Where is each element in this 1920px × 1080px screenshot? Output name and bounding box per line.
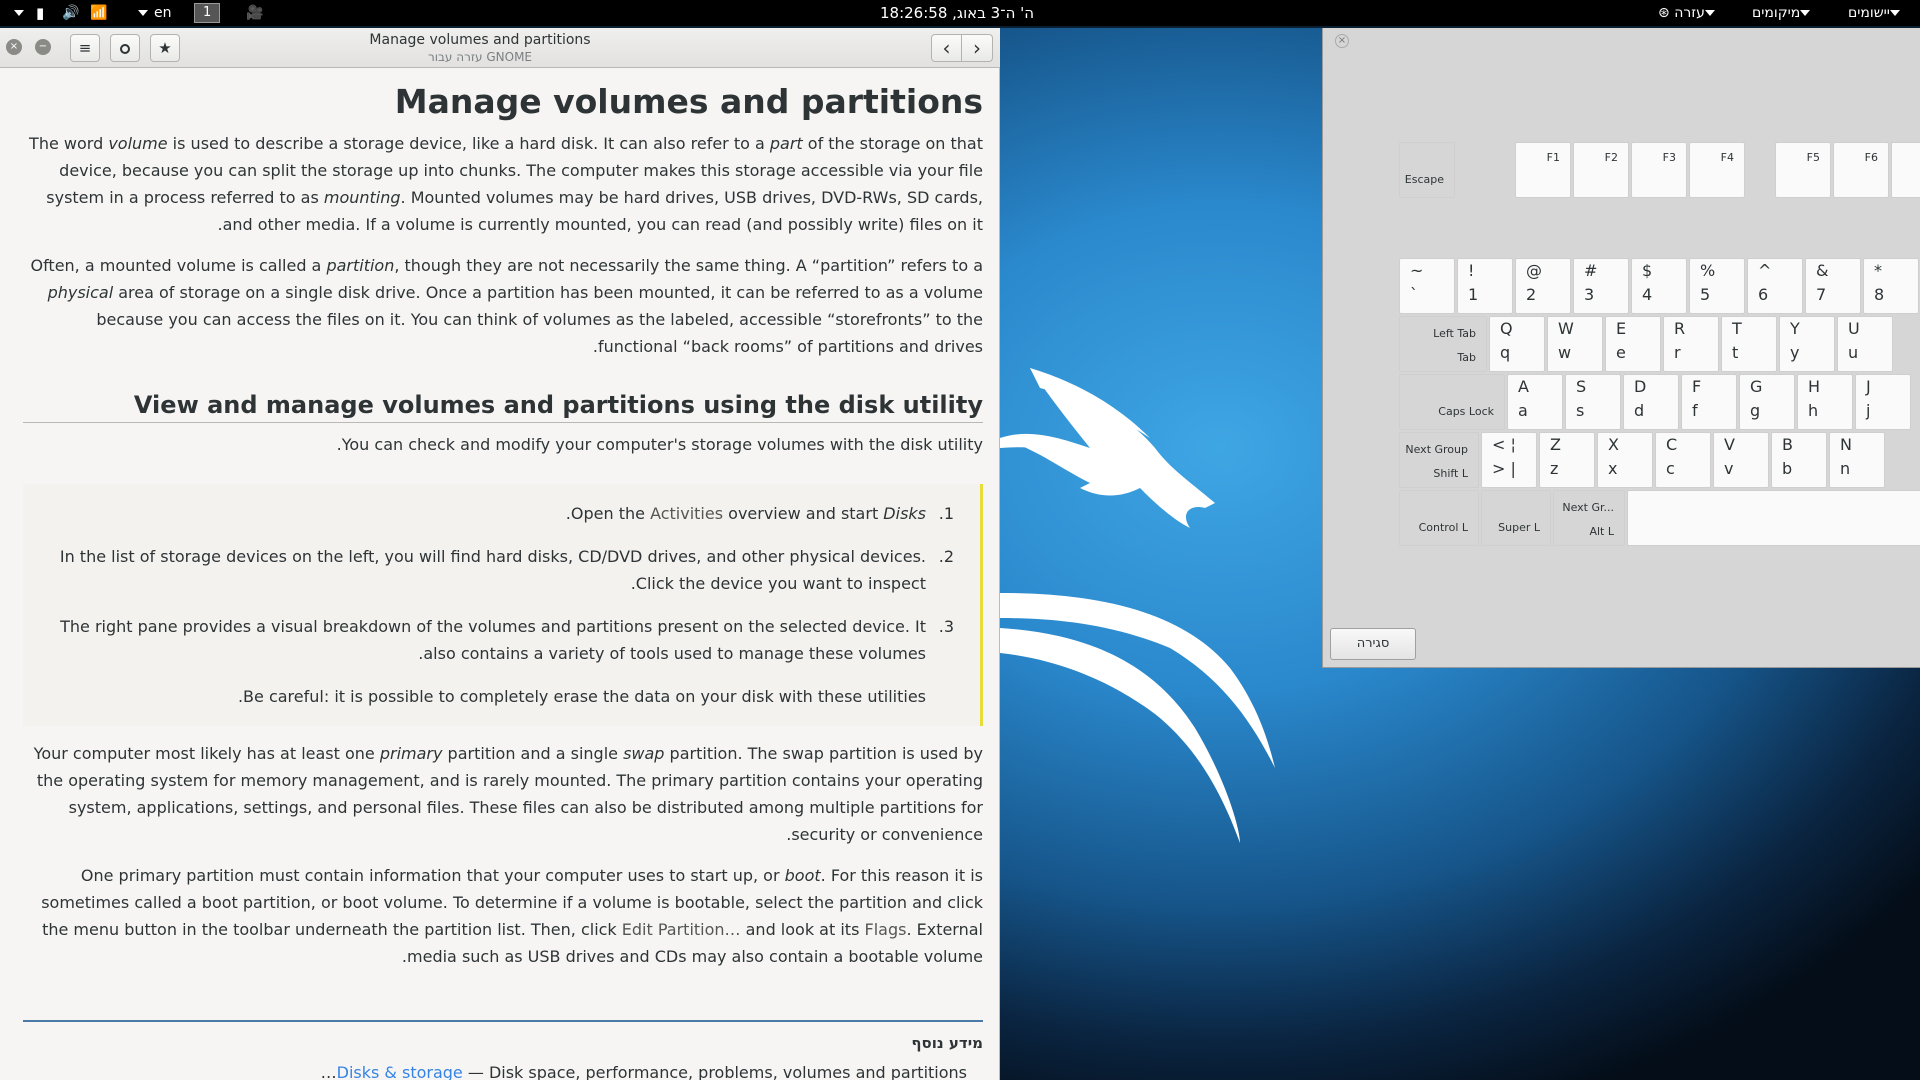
navigation-buttons (931, 34, 993, 62)
help-menu[interactable]: עזרה ⊛ (1658, 0, 1721, 26)
volume-icon[interactable]: 🔊 (62, 5, 80, 21)
help-window (0, 28, 1000, 1080)
keyboard-key[interactable]: U u (1837, 316, 1893, 372)
keyboard-key[interactable]: R r (1663, 316, 1719, 372)
keyboard-key[interactable]: Q q (1489, 316, 1545, 372)
key-f5[interactable]: F5 (1775, 142, 1831, 198)
screen-recorder-icon[interactable]: 🎥 (246, 5, 264, 21)
list-item: 3. The right pane provides a visual breakdown of the volumes and partitions present on the selected device. It also contains a variety of tools used to manage these volumes. (60, 617, 954, 663)
more-information (23, 1020, 983, 1080)
keyboard-key[interactable]: & 7 (1805, 258, 1861, 314)
keyboard-key[interactable]: Z z (1539, 432, 1595, 488)
keyboard-key[interactable]: G g (1739, 374, 1795, 430)
key-f3[interactable]: F3 (1631, 142, 1687, 198)
key-f2[interactable]: F2 (1573, 142, 1629, 198)
keyboard-key[interactable]: N n (1829, 432, 1885, 488)
chevron-down-icon (1800, 10, 1810, 16)
workspace-indicator[interactable]: 1 (194, 3, 220, 23)
list-item: 2. In the list of storage devices on the left, you will find hard disks, CD/DVD drives, and other physical devices. Click the device you want to inspect. (59, 547, 954, 593)
page-title: Manage volumes and partitions (394, 82, 983, 121)
keyboard-key[interactable]: ! 1 (1457, 258, 1513, 314)
window-subtitle: עזרה עבור GNOME (427, 50, 533, 64)
keyboard-key[interactable]: E e (1605, 316, 1661, 372)
keyboard-key[interactable]: * 8 (1863, 258, 1919, 314)
keyboard-key[interactable]: F f (1681, 374, 1737, 430)
keyboard-key[interactable]: @ 2 (1515, 258, 1571, 314)
window-title: Manage volumes and partitions (369, 32, 591, 48)
keyboard-key[interactable]: W w (1547, 316, 1603, 372)
list-item: 1. Open the Activities overview and start Disks. (565, 504, 954, 523)
keyboard-key[interactable]: D d (1623, 374, 1679, 430)
keyboard-key[interactable]: T t (1721, 316, 1777, 372)
disks-storage-link[interactable]: Disks & storage (336, 1063, 463, 1080)
key-alt-left[interactable]: Next Gr... Alt L (1553, 490, 1625, 546)
key-f1[interactable]: F1 (1515, 142, 1571, 198)
steps-list (23, 484, 983, 726)
close-icon[interactable]: × (1335, 34, 1349, 48)
forward-button[interactable]: › (973, 36, 981, 60)
keyboard-key[interactable]: < ¦ > | (1481, 432, 1537, 488)
activities-link[interactable]: Activities (650, 504, 724, 523)
search-button[interactable] (110, 34, 140, 62)
chevron-down-icon (1890, 10, 1900, 16)
close-icon[interactable]: × (6, 39, 22, 55)
keyboard-key[interactable]: B b (1771, 432, 1827, 488)
battery-icon[interactable]: ▮ (36, 4, 45, 22)
keyboard-key[interactable]: $ 4 (1631, 258, 1687, 314)
minimize-icon[interactable]: − (35, 39, 51, 55)
back-button[interactable]: ‹ (932, 35, 962, 61)
help-headerbar (0, 28, 1000, 68)
keyboard-key[interactable]: ~ ` (1399, 258, 1455, 314)
menu-button[interactable]: ≡ (70, 34, 100, 62)
paragraph-primary-swap: Your computer most likely has at least one primary partition and a single swap partition. The swap partition is used by the operating system for memory management, and is rarely mounted. The primary partition contains your operating system, applications, settings, and personal files. These files can also be distributed among multiple partitions for security or convenience. (33, 744, 983, 844)
section-title: View and manage volumes and partitions using the disk utility (23, 390, 983, 423)
paragraph-volume: The word volume is used to describe a storage device, like a hard disk. It can also refer to a part of the storage on that device, because you can split the storage up into chunks. The computer makes this storage accessible via your file system in a process referred to as mounting. Mounted volumes may be hard drives, USB drives, DVD-RWs, SD cards, and other media. If a volume is currently mounted, you can read (and possibly write) files on it. (29, 134, 983, 234)
key-caps-lock[interactable]: Caps Lock (1399, 374, 1505, 430)
top-panel (0, 0, 1920, 26)
keyboard-key[interactable]: J j (1855, 374, 1911, 430)
keyboard-key[interactable]: Y y (1779, 316, 1835, 372)
keyboard-key[interactable]: % 5 (1689, 258, 1745, 314)
search-icon (120, 44, 130, 54)
flags-link[interactable]: Flags (864, 920, 907, 939)
places-menu[interactable]: מיקומים (1752, 0, 1816, 26)
chevron-down-icon (1705, 10, 1715, 16)
chevron-down-icon (14, 10, 24, 16)
accessibility-icon: ⊛ (1658, 5, 1670, 21)
key-control-left[interactable]: Control L (1399, 490, 1479, 546)
keyboard-key[interactable]: # 3 (1573, 258, 1629, 314)
warning-note: Be careful: it is possible to completely erase the data on your disk with these utilities. (237, 687, 926, 706)
keyboard-layout-indicator[interactable]: en (138, 0, 172, 26)
key-f4[interactable]: F4 (1689, 142, 1745, 198)
bookmark-button[interactable]: ★ (150, 34, 180, 62)
clock[interactable]: ה' ה־3 באוג, 18:26:58 (880, 4, 1035, 22)
chevron-down-icon (138, 10, 148, 16)
help-content (0, 68, 1000, 1080)
edit-partition-link[interactable]: Edit Partition… (621, 920, 741, 939)
key-f6[interactable]: F6 (1833, 142, 1889, 198)
keyboard-key[interactable]: A a (1507, 374, 1563, 430)
key-f7[interactable] (1891, 142, 1920, 198)
close-button[interactable]: סגירה (1330, 628, 1416, 660)
key-space[interactable] (1627, 490, 1920, 546)
key-escape[interactable]: Escape (1399, 142, 1455, 198)
paragraph-partition: Often, a mounted volume is called a partition, though they are not necessarily the same thing. A “partition” refers to a physical area of storage on a single disk drive. Once a partition has been mounted, it can be referred to as a volume because you can access the files on it. You can think of volumes as the labeled, accessible “storefronts” to the functional “back rooms” of partitions and drives. (30, 256, 983, 356)
key-super-left[interactable]: Super L (1481, 490, 1551, 546)
key-tab[interactable]: Left Tab Tab (1399, 316, 1487, 372)
more-information-item: Disks & storage — Disk space, performance, problems, volumes and partitions… (320, 1063, 967, 1080)
applications-menu[interactable]: יישומים (1848, 0, 1906, 26)
on-screen-keyboard-window (1322, 28, 1920, 668)
key-shift-left[interactable]: Next Group Shift L (1399, 432, 1479, 488)
keyboard-key[interactable]: H h (1797, 374, 1853, 430)
keyboard-key[interactable]: V v (1713, 432, 1769, 488)
system-menu[interactable] (14, 0, 30, 26)
paragraph-disk-utility: You can check and modify your computer's storage volumes with the disk utility. (336, 435, 983, 454)
wifi-icon[interactable]: 📶 (90, 5, 108, 21)
more-information-title: מידע נוסף (911, 1034, 983, 1052)
paragraph-boot: One primary partition must contain information that your computer uses to start up, or boot. For this reason it is sometimes called a boot partition, or boot volume. To determine if a volume is bootable, select the partition and click the menu button in the toolbar underneath the partition list. Then, click Edit Partition… and look at its Flags. External media such as USB drives and CDs may also contain a bootable volume. (41, 866, 983, 966)
keyboard-key[interactable]: S s (1565, 374, 1621, 430)
keyboard-key[interactable]: ^ 6 (1747, 258, 1803, 314)
keyboard-key[interactable]: X x (1597, 432, 1653, 488)
keyboard-key[interactable]: C c (1655, 432, 1711, 488)
